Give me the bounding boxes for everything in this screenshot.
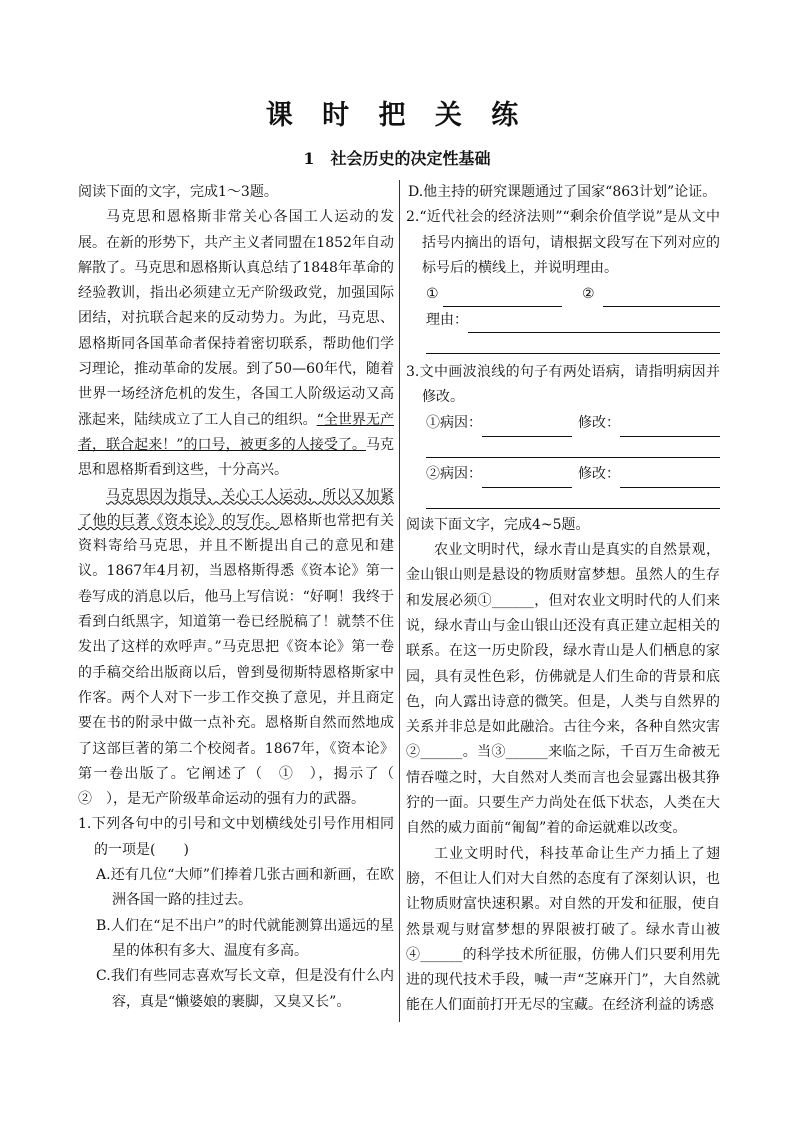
passage-text: 马克思和恩格斯非常关心各国工人运动的发展。在新的形势下，共产主义者同盟在1852年自动解散了。马克思和恩格斯认真总结了1848年革命的经验教训，指出必须建立无产阶级政党，加强国际团结，对抗联合起来的反动势力。为此，马克思、恩格斯同各国革命者保持着密切联系，帮助他们学习理论，推动革命的发展。到了50—60年代，随着世界一场经济危机的发生，各国工人阶级运动又高涨起来，陆续成立了工人自己的组织。 [78,209,394,428]
question-1-option-b: B.人们在“足不出户”的时代就能测算出遥远的星星的体积有多大、温度有多高。 [96,917,394,959]
answer-blank-2[interactable] [603,290,720,307]
fix-label-2: 修改： [578,466,620,483]
page-title: 课 时 把 关 练 [265,100,529,131]
passage2-paragraph-2: 工业文明时代，科技革命让生产力插上了翅膀，不但让人们对大自然的态度有了深刻认识，也让物质财富快速积累。对自然的开发和征服，使自然景观与财富梦想的界限被打破了。绿水青山被④______的科学技术所征服，仿佛人们只要利用先进的现代技术手段，喊一声“芝麻开门”，大自然就能在人们面前打开无尽的宝藏。在经济利益的诱惑 [406,845,720,1014]
question-1: 1.下列各句中的引号和文中划横线处引号作用相同的一项是( ) [78,816,394,858]
left-column [78,180,408,1015]
passage2-paragraph-1: 农业文明时代，绿水青山是真实的自然景观，金山银山则是悬设的物质财富梦想。虽然人的生存和发展必须①______，但对农业文明时代的人们来说，绿水青山与金山银山还没有真正建立起相关的联系。在这一历史阶段，绿水青山是人们栖息的家园，具有灵性色彩，仿佛就是人们生命的背景和底色，向人露出诗意的微笑。但是，人类与自然界的关系并非总是如此融洽。古往今来，各种自然灾害②______。当③______来临之际，千百万生命被无情吞噬之时，大自然对人类而言也会显露出极其狰狞的一面。只要生产力尚处在低下状态，人类在大自然的威力面前“匍匐”着的命运就难以改变。 [406,542,720,837]
answer-label-2: ② [582,285,595,302]
cause-row-1 [406,411,720,437]
passage-text: 马克思和恩格斯看到这些，十分高兴。 [78,436,395,479]
cause-row-2 [406,458,720,488]
passage-quote: “好啊！我终于看到白纸黑字，知道第一卷已经脱稿了！就禁不住发出了这样的欢呼声。” [78,588,394,656]
cause-blank-2[interactable] [482,471,572,488]
passage-paragraph-2 [78,484,408,813]
passage-paragraph-1 [78,205,394,483]
answer-row-q2 [406,281,720,307]
fix-label-1: 修改： [578,415,620,432]
question-1-option-d: D.他主持的研究课题通过了国家“863计划”论证。 [408,184,717,200]
right-column [406,180,720,1019]
fix-extra-line-1[interactable] [426,437,720,458]
passage-text: 马克思把《资本论》第一卷的手稿交给出版商以后，曾到曼彻斯特恩格斯家中作客。两个人对下一步工作交换了意见，并且商定要在书的附录中做一点补充。恩格斯自然而然地成了这部巨著的第二个校阅者。1867年，《资本论》第一卷出版了。它阐述了（ ① ），揭示了（ ② ），是无产阶级革命运动的强有力的武器。 [78,639,408,808]
question-2: 2.“近代社会的经济法则”“剩余价值学说”是从文中括号内摘出的语句，请根据文段写在下列对应的标号后的横线上，并说明理由。 [406,209,720,276]
reason-blank[interactable] [468,314,720,333]
fix-blank-2[interactable] [620,469,720,488]
cause-label-2: ②病因： [426,466,482,483]
column-divider [399,180,400,1022]
answer-label-1: ① [426,285,439,302]
reading-instruction-2: 阅读下面文字，完成4~5题。 [406,516,590,533]
reason-row [406,307,720,333]
underlined-quote: “全世界无产者，联合起来！”的口号，被更多的人接受了。 [78,411,394,453]
fix-extra-line-2[interactable] [426,488,720,509]
cause-label-1: ①病因： [426,415,482,432]
question-1-option-a: A.还有几位“大师”们捧着几张古画和新画，在欧洲各国一路的挂过去。 [96,867,394,909]
fix-blank-1[interactable] [620,418,720,437]
question-1-option-c: C.我们有些同志喜欢写长文章，但是没有什么内容，真是“懒婆娘的裹脚，又臭又长”。 [96,968,394,1010]
cause-blank-1[interactable] [482,420,572,437]
passage-text: 恩格斯也常把有关资料寄给马克思，并且不断提出自己的意见和建议。1867年4月初，当恩格斯得悉《资本论》第一卷写成的消息以后，他马上写信说： [78,512,395,605]
answer-blank-1[interactable] [443,290,562,307]
reason-label: 理由： [426,311,468,328]
reading-instruction-1: 阅读下面的文字，完成1～3题。 [78,184,278,200]
wavy-underlined-sentence: 马克思因为指导、关心工人运动，所以又加紧了他的巨著《资本论》的写作。 [78,487,394,529]
section-subtitle: 1 社会历史的决定性基础 [303,149,491,168]
question-3: 3.文中画波浪线的句子有两处语病，请指明病因并修改。 [406,364,720,406]
reason-extra-line[interactable] [426,333,720,354]
